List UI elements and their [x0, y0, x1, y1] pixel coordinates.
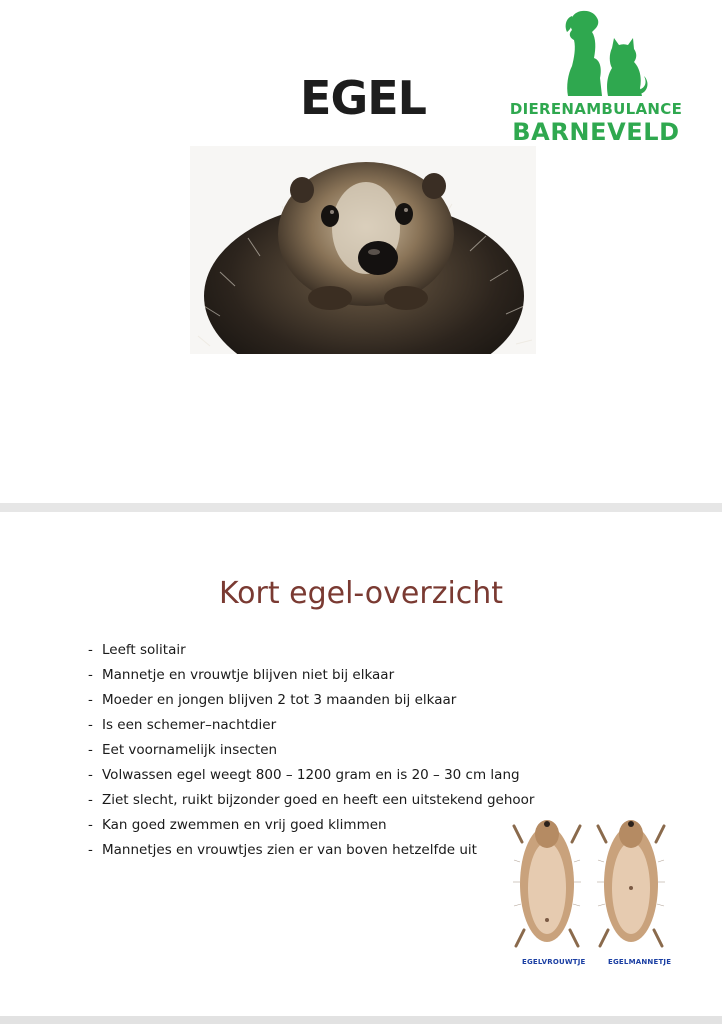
logo-text-dierenambulance: DIERENAMBULANCE — [509, 100, 683, 118]
dog-and-cat-silhouette-icon — [562, 8, 650, 98]
list-item: - Leeft solitair — [88, 642, 186, 658]
list-item: - Moeder en jongen blijven 2 tot 3 maanden bij elkaar — [88, 692, 457, 708]
page-bottom-edge — [0, 1016, 722, 1024]
slide-title: EGEL — [300, 71, 426, 125]
hedgehog-photo — [190, 146, 536, 354]
facts-list — [88, 638, 534, 863]
slide-title: Kort egel-overzicht — [218, 576, 504, 611]
logo-text-barneveld: BARNEVELD — [512, 118, 680, 146]
female-hedgehog-illustration — [512, 812, 586, 966]
slide-overview — [0, 512, 722, 1016]
list-item: - Ziet slecht, ruikt bijzonder goed en heeft een uitstekend gehoor — [88, 792, 535, 808]
slide-title-page — [0, 0, 722, 503]
list-item: - Kan goed zwemmen en vrij goed klimmen — [88, 817, 387, 833]
slide-divider — [0, 503, 722, 512]
list-item: - Mannetje en vrouwtje blijven niet bij elkaar — [88, 667, 395, 683]
list-item: - Volwassen egel weegt 800 – 1200 gram en is 20 – 30 cm lang — [88, 767, 520, 783]
list-item: - Mannetjes en vrouwtjes zien er van boven hetzelfde uit — [88, 842, 477, 858]
illustration-label: EGELVROUWTJE — [522, 958, 586, 966]
male-hedgehog-illustration — [596, 812, 672, 966]
illustration-label: EGELMANNETJE — [608, 958, 672, 966]
list-item: - Is een schemer–nachtdier — [88, 717, 277, 733]
dierenambulance-logo — [500, 8, 692, 150]
list-item: - Eet voornamelijk insecten — [88, 742, 278, 758]
